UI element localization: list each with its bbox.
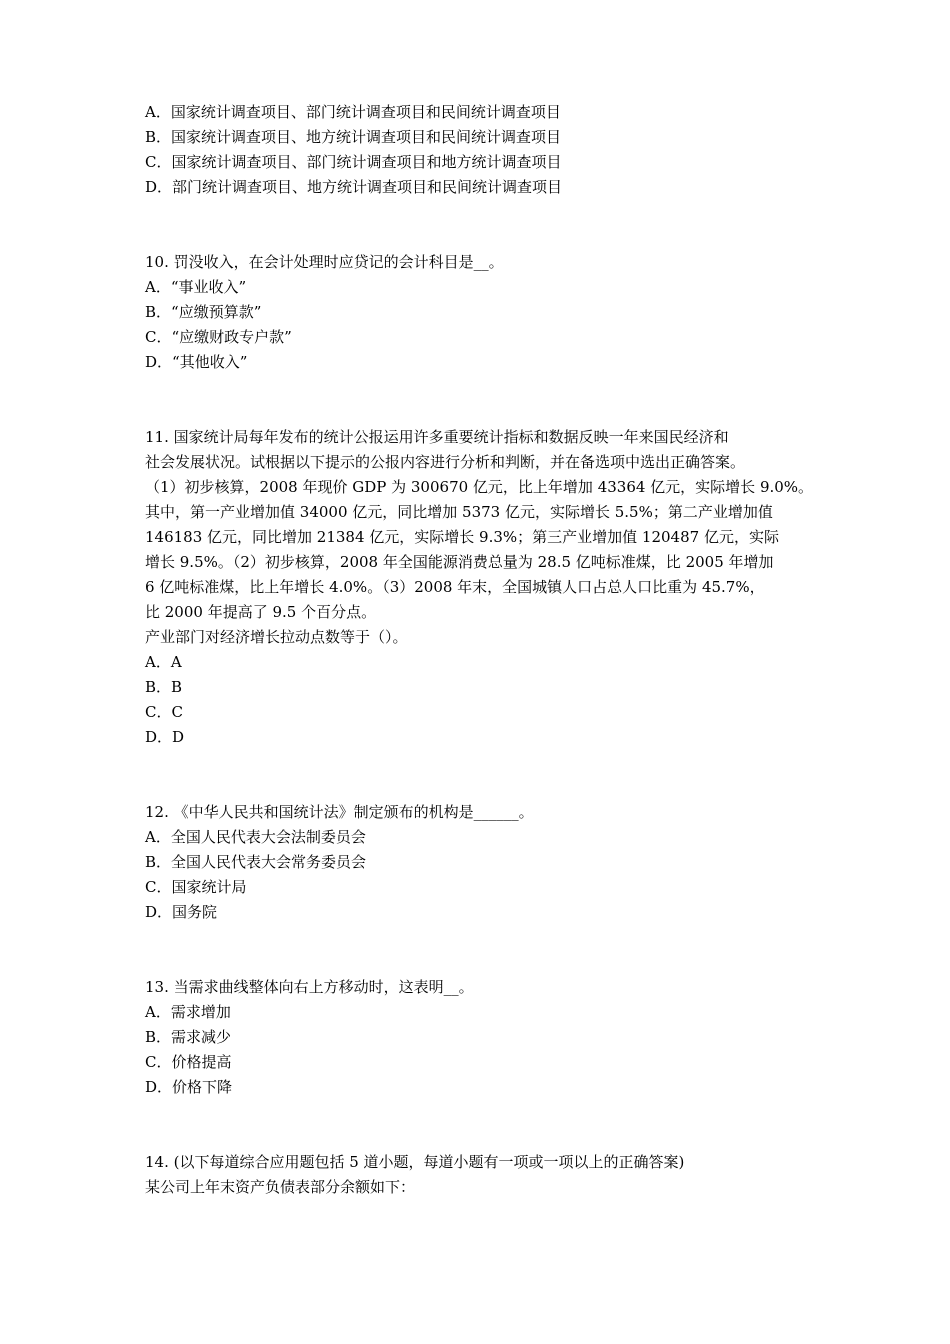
question-stem: 13. 当需求曲线整体向右上方移动时，这表明__。: [145, 978, 474, 996]
question-13: [145, 975, 815, 1100]
question-stem-line: 其中，第一产业增加值 34000 亿元，同比增加 5373 亿元，实际增长 5.5%；第二产业增加值: [145, 503, 773, 521]
option-d: D．国务院: [145, 903, 218, 921]
question-11: [145, 425, 815, 750]
spacer: [145, 750, 815, 800]
option-c: C．国家统计局: [145, 878, 247, 896]
question-stem-line: （1）初步核算，2008 年现价 GDP 为 300670 亿元，比上年增加 43364 亿元，实际增长 9.0%。: [145, 478, 814, 496]
option-d: D．价格下降: [145, 1078, 233, 1096]
option-a: A．“事业收入”: [145, 278, 247, 296]
option-a: A．需求增加: [145, 1003, 231, 1021]
question-stem-line: 社会发展状况。试根据以下提示的公报内容进行分析和判断，并在备选项中选出正确答案。: [145, 453, 746, 471]
option-d: D．D: [145, 728, 185, 746]
spacer: [145, 375, 815, 425]
question-stem-line: 11. 国家统计局每年发布的统计公报运用许多重要统计指标和数据反映一年来国民经济和: [145, 428, 729, 446]
question-stem-line: 14. (以下每道综合应用题包括 5 道小题，每道小题有一项或一项以上的正确答案): [145, 1153, 685, 1171]
question-12: [145, 800, 815, 925]
question-10: [145, 250, 815, 375]
option-a: A．A: [145, 653, 182, 671]
spacer: [145, 925, 815, 975]
spacer: [145, 1100, 815, 1150]
document-page: [145, 100, 815, 1200]
question-stem-line: 比 2000 年提高了 9.5 个百分点。: [145, 603, 377, 621]
option-c: C．“应缴财政专户款”: [145, 328, 292, 346]
option-a: A．全国人民代表大会法制委员会: [145, 828, 366, 846]
option-a: A．国家统计调查项目、部门统计调查项目和民间统计调查项目: [145, 103, 561, 121]
option-b: B．国家统计调查项目、地方统计调查项目和民间统计调查项目: [145, 128, 562, 146]
question-14: [145, 1150, 815, 1200]
question-stem-line: 146183 亿元，同比增加 21384 亿元，实际增长 9.3%；第三产业增加值 120487 亿元，实际: [145, 528, 779, 546]
question-stem: 10. 罚没收入，在会计处理时应贷记的会计科目是__。: [145, 253, 504, 271]
option-c: C．价格提高: [145, 1053, 232, 1071]
option-c: C．C: [145, 703, 183, 721]
question-stem-line: 6 亿吨标准煤，比上年增长 4.0%。（3）2008 年末，全国城镇人口占总人口比重为 45.7%，: [145, 578, 765, 596]
option-b: B．B: [145, 678, 183, 696]
option-d: D．“其他收入”: [145, 353, 248, 371]
option-b: B．需求减少: [145, 1028, 232, 1046]
q9-options: [145, 100, 815, 200]
question-stem: 12. 《中华人民共和国统计法》制定颁布的机构是______。: [145, 803, 534, 821]
spacer: [145, 200, 815, 250]
option-c: C．国家统计调查项目、部门统计调查项目和地方统计调查项目: [145, 153, 562, 171]
option-b: B．“应缴预算款”: [145, 303, 262, 321]
question-stem-line: 增长 9.5%。（2）初步核算，2008 年全国能源消费总量为 28.5 亿吨标准煤，比 2005 年增加: [145, 553, 774, 571]
option-d: D．部门统计调查项目、地方统计调查项目和民间统计调查项目: [145, 178, 563, 196]
question-stem-line: 某公司上年末资产负债表部分余额如下：: [145, 1178, 416, 1196]
option-b: B．全国人民代表大会常务委员会: [145, 853, 367, 871]
question-prompt: 产业部门对经济增长拉动点数等于（）。: [145, 628, 408, 646]
